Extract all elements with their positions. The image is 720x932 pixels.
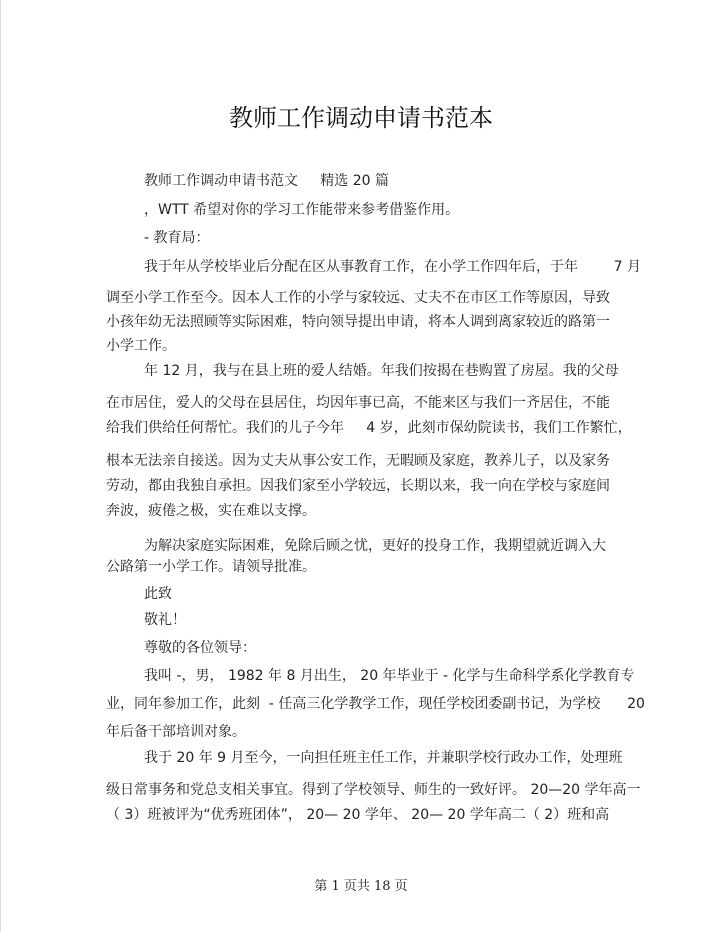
text-line: 业，同年参加工作，此刻 - 任高三化学教学工作，现任学校团委副书记，为学校 20 [106,696,645,712]
text-line: 调至小学工作至今。因本人工作的小学与家较远、丈夫不在市区工作等原因，导致 [106,290,610,306]
document-title: 教师工作调动申请书范本 [229,104,493,132]
text-line: 我于 20 年 9 月至今，一向担任班主任工作，并兼职学校行政办工作，处理班 [144,750,623,766]
text-line: （ 3）班被评为“优秀班团体”， 20— 20 学年、 20— 20 学年高二（ 2）班和高 [106,807,610,823]
text-line: 给我们供给任何帮忙。我们的儿子今年 4 岁，此刻市保幼院读书，我们工作繁忙， [106,420,632,436]
salutation: - 教育局： [144,230,210,246]
text-line: 奔波，疲倦之极，实在难以支撑。 [106,503,316,519]
closing-line: 敬礼！ [144,612,186,628]
salutation: 尊敬的各位领导： [144,640,256,656]
text-line: 在市居住，爱人的父母在县居住，均因年事已高，不能来区与我们一齐居住，不能 [106,395,610,411]
page-footer: 第 1 页共 18 页 [314,879,408,894]
text-line: 我于年从学校毕业后分配在区从事教育工作，在小学工作四年后，于年 7 月 [144,259,641,275]
text-line: 年后备干部培训对象。 [106,724,246,740]
text-line: 我叫 -，男， 1982 年 8 月出生， 20 年毕业于 - 化学与生命科学系化学教育专 [144,668,635,684]
subtitle-line: 教师工作调动申请书范文 精选 20 篇 [144,173,389,189]
text-line: 为解决家庭实际困难，免除后顾之忧，更好的投身工作，我期望就近调入大 [144,538,606,554]
text-line: 小学工作。 [106,338,176,354]
text-line: 年 12 月，我与在县上班的爱人结婚。年我们按揭在巷购置了房屋。我的父母 [144,363,619,379]
text-line: 劳动，都由我独自承担。因我们家至小学较远，长期以来，我一向在学校与家庭间 [106,478,610,494]
text-line: 根本无法亲自接送。因为丈夫从事公安工作，无暇顾及家庭，教养儿子，以及家务 [106,453,610,469]
text-line: 级日常事务和党总支相关事宜。得到了学校领导、师生的一致好评。 20—20 学年高一 [106,782,641,798]
closing-line: 此致 [144,586,172,602]
text-line: 小孩年幼无法照顾等实际困难，特向领导提出申请，将本人调到离家较近的路第一 [106,314,610,330]
text-line: 公路第一小学工作。请领导批准。 [106,559,316,575]
text-line: ，WTT 希望对你的学习工作能带来参考借鉴作用。 [144,202,460,218]
